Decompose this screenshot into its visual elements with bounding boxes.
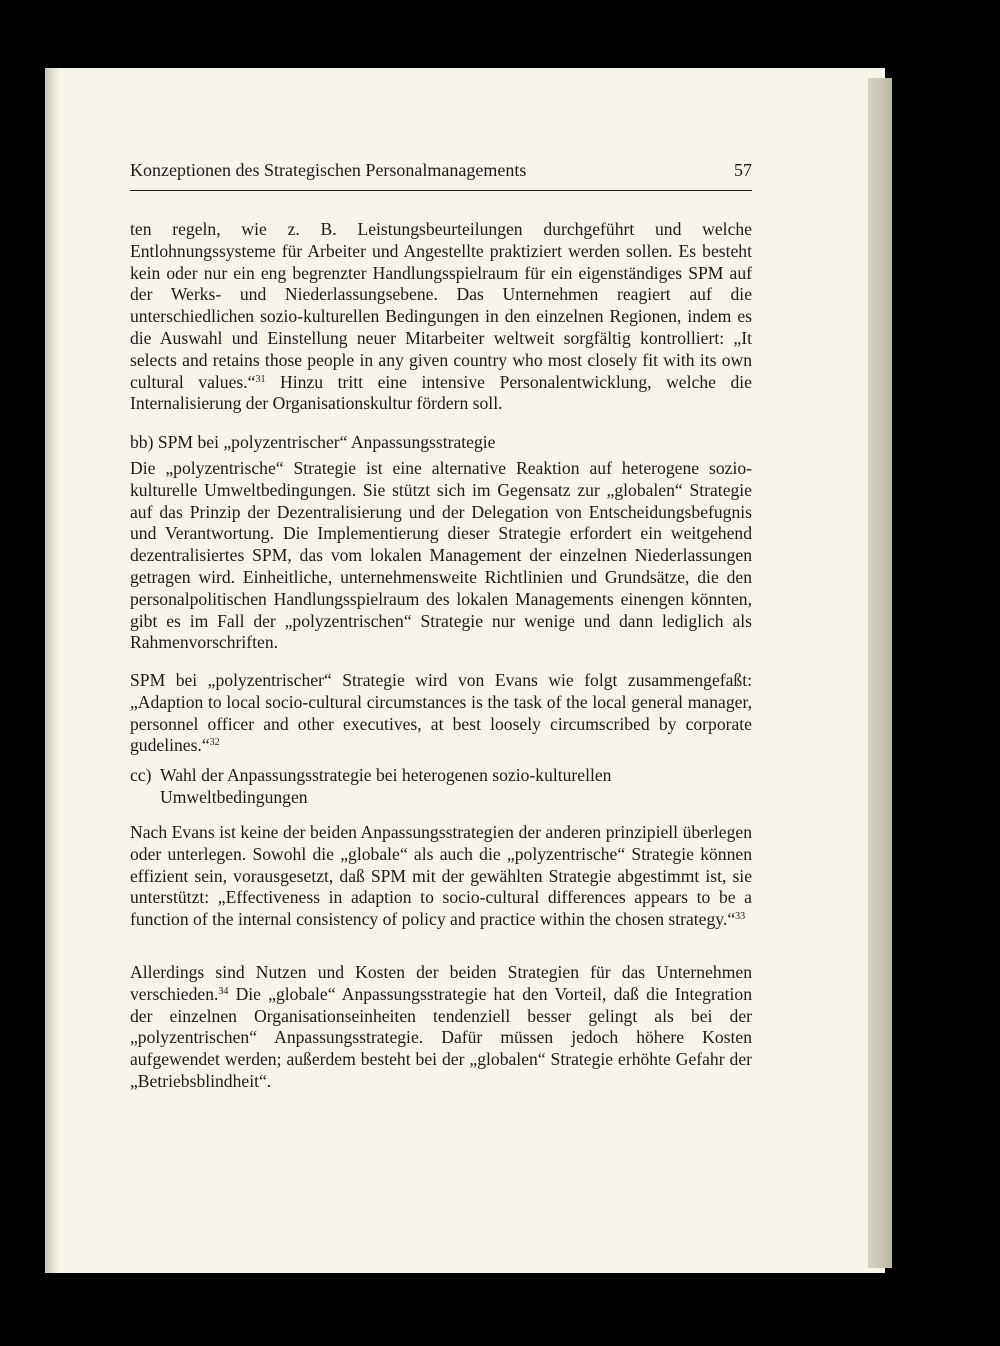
binding-shadow — [45, 68, 59, 1273]
page-number: 57 — [734, 160, 752, 180]
paragraph-3: SPM bei „polyzentrischer“ Strategie wird von Evans wie folgt zusammengefaßt: „Adaption to local socio-cultural circumstances is the task of the local general manager, personnel officer and other executives, at best loosely circumscribed by corporate gudelines.“$^{32}$ — [130, 670, 752, 756]
paragraph-4: Nach Evans ist keine der beiden Anpassungsstrategien der anderen prinzipiell überlegen oder unterlegen. Sowohl die „globale“ als auch die „polyzentrische“ Strategie können effizient sein, vorausgesetzt, daß SPM mit der gewählten Strategie abgestimmt ist, sie unterstützt: „Effectiveness in adaption to socio-cultural differences appears to be a function of the internal consistency of policy and practice within the chosen strategy.“$^{33}$ — [130, 822, 752, 930]
section-label: cc) — [130, 765, 152, 785]
paragraph-5: Allerdings sind Nutzen und Kosten der beiden Strategien für das Unternehmen verschieden.$^{34}$ Die „globale“ Anpassungsstrategie hat den Vorteil, daß die Integration der einzelnen Organisationseinheiten tendenziell besser gelingt als bei der „polyzentrischen“ Anpassungsstrategie. Dafür müssen jedoch höhere Kosten aufgewendet werden; außerdem besteht bei der „globalen“ Strategie erhöhte Gefahr der „Betriebsblindheit“. — [130, 962, 752, 1091]
footnote-ref: 34 — [218, 985, 229, 997]
section-title: Wahl der Anpassungsstrategie bei heterogenen sozio-kulturellen Umweltbedingungen — [160, 765, 612, 807]
header-rule — [130, 190, 752, 191]
page-edge — [868, 78, 892, 1268]
footnote-ref: 32 — [209, 737, 220, 749]
paragraph-1: ten regeln, wie z. B. Leistungsbeurteilungen durchgeführt und welche Entlohnungssysteme für Arbeiter und Angestellte praktiziert werden sollen. Es besteht kein oder nur ein eng begrenzter Handlungsspielraum für ein eigenständiges SPM auf der Werks- und Niederlassungsebene. Das Unternehmen reagiert auf die unterschiedlichen sozio-kulturellen Bedingungen in den einzelnen Regionen, indem es die Auswahl und Einstellung neuer Mitarbeiter weltweit sorgfältig kontrolliert: „It selects and retains those people in any given country who most closely fit with its own cultural values.“$^{31}$ Hinzu tritt eine intensive Personalentwicklung, welche die Internalisierung der Organisationskultur fördern soll. — [130, 219, 752, 414]
section-heading-bb: bb) SPM bei „polyzentrischer“ Anpassungsstrategie — [130, 432, 496, 452]
footnote-ref: 33 — [735, 911, 746, 923]
footnote-ref: 31 — [255, 373, 266, 385]
running-title: Konzeptionen des Strategischen Personalmanagements — [130, 160, 527, 180]
section-heading-cc — [130, 765, 752, 809]
paragraph-2: Die „polyzentrische“ Strategie ist eine alternative Reaktion auf heterogene sozio-kulturelle Umweltbedingungen. Sie stützt sich im Gegensatz zur „globalen“ Strategie auf das Prinzip der Dezentralisierung und der Delegation von Entscheidungsbefugnis und Verantwortung. Die Implementierung dieser Strategie erfordert ein weitgehend dezentralisiertes SPM, das vom lokalen Management der einzelnen Niederlassungen getragen wird. Einheitliche, unternehmensweite Richtlinien und Grundsätze, die den personalpolitischen Handlungsspielraum des lokalen Managements einengen könnten, gibt es im Fall der „polyzentrischen“ Strategie nur wenige und dann lediglich als Rahmenvorschriften. — [130, 458, 752, 653]
running-header — [130, 160, 752, 181]
